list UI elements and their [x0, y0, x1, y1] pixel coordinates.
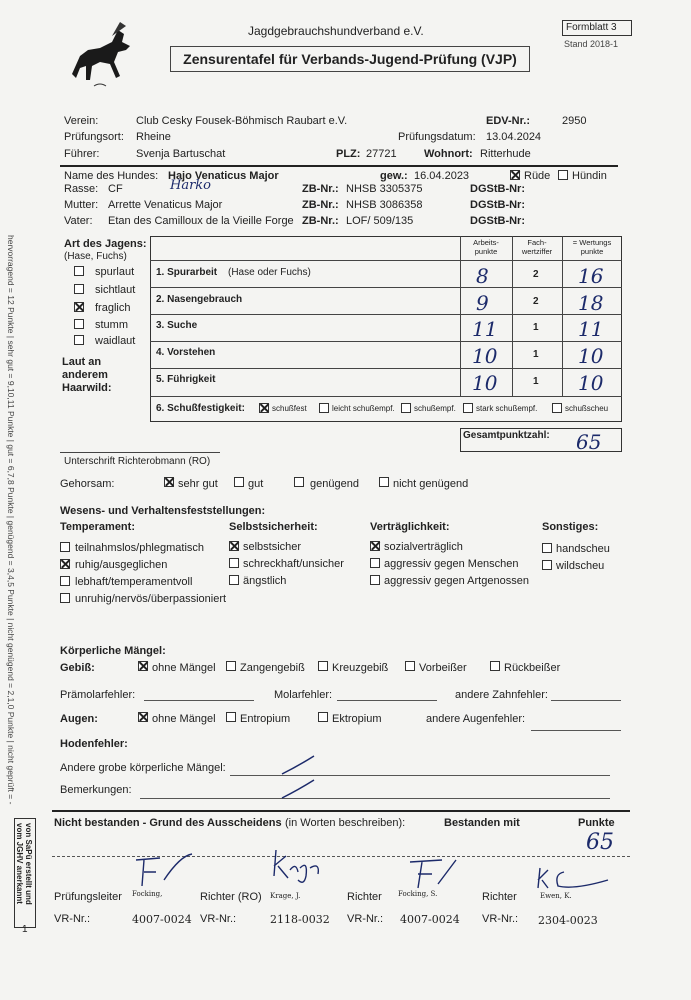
selbstsicher-checkbox[interactable]	[229, 541, 239, 551]
stamp-richter-2: Ewen, K.	[540, 892, 572, 900]
mutter-zb-value: NHSB 3086358	[346, 199, 423, 211]
schreckhaft-label: schreckhaft/unsicher	[243, 558, 344, 570]
sichtlaut-label: sichtlaut	[95, 284, 136, 296]
row-label: 2. Nasengebrauch	[156, 294, 243, 305]
signature-richter-ro	[268, 846, 328, 892]
grading-scale-text: hervorragend = 12 Punkte | sehr gut = 9,10,11 Punkte | gut = 6,7,8 Punkte | genügend = 3,4,5 Punkte | nicht genügend = 2,1,0 Punkte | nicht geprüft = -	[6, 235, 16, 805]
gesamt-value: 65	[576, 430, 602, 454]
schussscheu-checkbox[interactable]	[552, 403, 562, 413]
recognition-stamp-text: von SaPü erstellt und vom JGHV anerkannt	[15, 823, 33, 905]
row-total: 10	[578, 371, 604, 395]
row-points: 8	[476, 264, 489, 288]
rueckbeisser-label: Rückbeißer	[504, 662, 561, 674]
teilnahmslos-label: teilnahmslos/phlegmatisch	[75, 542, 205, 554]
recognition-stamp	[14, 818, 36, 928]
aggr-artgenossen-checkbox[interactable]	[370, 575, 380, 585]
dog-name-label: Name des Hundes:	[64, 170, 159, 182]
andere-grobe-label: Andere grobe körperliche Mängel:	[60, 762, 226, 774]
fraglich-checkbox[interactable]	[74, 302, 84, 312]
vertraeg-title: Verträglichkeit:	[370, 521, 450, 533]
row-points: 10	[472, 344, 498, 368]
mutter-label: Mutter:	[64, 199, 99, 211]
datum-label: Prüfungsdatum:	[398, 131, 476, 143]
schussscheu-label: schußscheu	[565, 404, 609, 413]
datum-value: 13.04.2024	[486, 131, 542, 143]
verein-value: Club Cesky Fousek-Böhmisch Raubart e.V.	[136, 115, 348, 127]
mutter-zb-label: ZB-Nr.:	[302, 199, 339, 211]
vr-label-ro: VR-Nr.:	[200, 913, 237, 925]
praemolar-label: Prämolarfehler:	[60, 689, 136, 701]
dog-name: Hajo Venaticus Major	[168, 170, 279, 182]
laut-label: Laut an anderem Haarwild:	[62, 356, 112, 394]
row-points: 11	[472, 317, 498, 341]
zb-label: ZB-Nr.:	[302, 183, 339, 195]
row-label: 3. Suche	[156, 320, 198, 331]
kreuzgebiss-checkbox[interactable]	[318, 661, 328, 671]
entropium-label: Entropium	[240, 713, 291, 725]
gut-label: gut	[248, 478, 264, 490]
sehr-gut-checkbox[interactable]	[164, 477, 174, 487]
row-factor: 1	[533, 322, 539, 333]
row-points: 9	[476, 291, 489, 315]
rasse-value: CF	[108, 183, 123, 195]
gew-label: gew.:	[380, 170, 408, 182]
zb-value: NHSB 3305375	[346, 183, 423, 195]
col-arbeit: Arbeits- punkte	[473, 238, 499, 256]
schuss-label: 6. Schußfestigkeit:	[156, 403, 245, 414]
spurlaut-checkbox[interactable]	[74, 266, 84, 276]
molar-label: Molarfehler:	[274, 689, 333, 701]
nicht-genuegend-checkbox[interactable]	[379, 477, 389, 487]
vater-label: Vater:	[64, 215, 93, 227]
strike-mark-2	[280, 778, 316, 802]
augen-label: Augen:	[60, 713, 98, 725]
form-version: Stand 2018-1	[564, 39, 619, 49]
aengstlich-label: ängstlich	[243, 575, 287, 587]
teilnahmslos-checkbox[interactable]	[60, 542, 70, 552]
row-sub: (Hase oder Fuchs)	[228, 267, 311, 278]
row-factor: 1	[533, 349, 539, 360]
row-factor: 1	[533, 376, 539, 387]
vorbeisser-label: Vorbeißer	[419, 662, 467, 674]
wohnort-value: Ritterhude	[480, 148, 531, 160]
koerper-title: Körperliche Mängel:	[60, 645, 166, 657]
sozial-label: sozialverträglich	[384, 541, 463, 553]
sonstiges-title: Sonstiges:	[542, 521, 599, 533]
andere-augen-label: andere Augenfehler:	[426, 713, 526, 725]
nicht-bestanden-sub: (in Worten beschreiben):	[285, 817, 406, 829]
fuehrer-label: Führer:	[64, 148, 100, 160]
selbst-title: Selbstsicherheit:	[229, 521, 318, 533]
col-wertung: = Wertungs punkte	[572, 238, 612, 256]
schussempf-label: schußempf.	[414, 404, 456, 413]
wohnort-label: Wohnort:	[424, 148, 473, 160]
vorbeisser-checkbox[interactable]	[405, 661, 415, 671]
bemerkungen-label: Bemerkungen:	[60, 784, 132, 796]
nicht-genuegend-label: nicht genügend	[393, 478, 469, 490]
plz-value: 27721	[366, 148, 397, 160]
lebhaft-label: lebhaft/temperamentvoll	[75, 576, 193, 588]
schussempf-checkbox[interactable]	[401, 403, 411, 413]
mutter-dgstb-label: DGStB-Nr:	[470, 199, 525, 211]
row-factor: 2	[533, 296, 539, 307]
handscheu-checkbox[interactable]	[542, 543, 552, 553]
row-total: 10	[578, 344, 604, 368]
stamp-pruefungsleiter: Focking,	[132, 890, 163, 898]
ort-label: Prüfungsort:	[64, 131, 124, 143]
hoden-label: Hodenfehler:	[60, 738, 128, 750]
stumm-checkbox[interactable]	[74, 319, 84, 329]
punkte-value: 65	[586, 830, 614, 855]
mutter-value: Arrette Venaticus Major	[108, 199, 223, 211]
association: Jagdgebrauchshundverband e.V.	[248, 24, 424, 38]
vr-value-pl: 4007-0024	[132, 913, 192, 926]
rasse-label: Rasse:	[64, 183, 99, 195]
stamp-richter-1: Focking, S.	[398, 890, 438, 898]
wesen-title: Wesens- und Verhaltensfeststellungen:	[60, 505, 266, 517]
waidlaut-label: waidlaut	[95, 335, 136, 347]
verein-label: Verein:	[64, 115, 99, 127]
punkte-label: Punkte	[578, 817, 615, 829]
ort-value: Rheine	[136, 131, 171, 143]
page-number: 1	[22, 924, 28, 935]
signature-richter-2	[534, 864, 614, 894]
wildscheu-checkbox[interactable]	[542, 560, 552, 570]
role-richter-ro: Richter (RO)	[200, 891, 262, 903]
handscheu-label: handscheu	[556, 543, 610, 555]
row-points: 10	[472, 371, 498, 395]
dgstb-label: DGStB-Nr:	[470, 183, 525, 195]
genuegend-checkbox[interactable]	[294, 477, 304, 487]
vr-label-r2: VR-Nr.:	[482, 913, 519, 925]
vr-value-r2: 2304-0023	[538, 914, 598, 927]
vr-label-r1: VR-Nr.:	[347, 913, 384, 925]
zangengebiss-checkbox[interactable]	[226, 661, 236, 671]
entropium-checkbox[interactable]	[226, 712, 236, 722]
vater-zb-value: LOF/ 509/135	[346, 215, 414, 227]
row-total: 11	[578, 317, 604, 341]
page-title: Zensurentafel für Verbands-Jugend-Prüfung (VJP)	[170, 46, 530, 72]
vater-value: Etan des Camilloux de la Vieille Forge	[108, 215, 294, 227]
fuehrer-value: Svenja Bartuschat	[136, 148, 226, 160]
aggr-menschen-label: aggressiv gegen Menschen	[384, 558, 519, 570]
rasse-handwritten: Harko	[170, 178, 212, 193]
row-label: 4. Vorstehen	[156, 347, 216, 358]
vr-value-r1: 4007-0024	[400, 913, 460, 926]
leicht-schussempf-label: leicht schußempf.	[332, 404, 395, 413]
form-label: Formblatt 3	[562, 20, 632, 36]
andere-zahn-label: andere Zahnfehler:	[455, 689, 548, 701]
stumm-label: stumm	[95, 319, 128, 331]
strike-mark-1	[280, 754, 316, 778]
ro-signature-label: Unterschrift Richterobmann (RO)	[64, 456, 211, 467]
ruhig-checkbox[interactable]	[60, 559, 70, 569]
gut-checkbox[interactable]	[234, 477, 244, 487]
gebiss-ohne-checkbox[interactable]	[138, 661, 148, 671]
row-label: 5. Führigkeit	[156, 374, 216, 385]
temperament-title: Temperament:	[60, 521, 135, 533]
schussfest-checkbox[interactable]	[259, 403, 269, 413]
plz-label: PLZ:	[336, 148, 361, 160]
score-table	[150, 236, 622, 422]
bestanden-label: Bestanden mit	[444, 817, 520, 829]
gesamt-label: Gesamtpunktzahl:	[463, 430, 550, 441]
role-richter-1: Richter	[347, 891, 382, 903]
gebiss-label: Gebiß:	[60, 662, 95, 674]
edv-label: EDV-Nr.:	[486, 115, 531, 127]
selbstsicher-label: selbstsicher	[243, 541, 302, 553]
edv-value: 2950	[562, 115, 587, 127]
unruhig-checkbox[interactable]	[60, 593, 70, 603]
aggr-menschen-checkbox[interactable]	[370, 558, 380, 568]
kreuzgebiss-label: Kreuzgebiß	[332, 662, 389, 674]
aggr-artgenossen-label: aggressiv gegen Artgenossen	[384, 575, 529, 587]
stark-schussempf-checkbox[interactable]	[463, 403, 473, 413]
ektropium-label: Ektropium	[332, 713, 382, 725]
stark-schussempf-label: stark schußempf.	[476, 404, 538, 413]
dog-logo	[60, 16, 140, 96]
lebhaft-checkbox[interactable]	[60, 576, 70, 586]
signature-pruefungsleiter	[130, 850, 200, 892]
sehr-gut-label: sehr gut	[178, 478, 218, 490]
zangengebiss-label: Zangengebiß	[240, 662, 305, 674]
augen-ohne-checkbox[interactable]	[138, 712, 148, 722]
vater-zb-label: ZB-Nr.:	[302, 215, 339, 227]
ruhig-label: ruhig/ausgeglichen	[75, 559, 168, 571]
unruhig-label: unruhig/nervös/überpassioniert	[75, 593, 227, 605]
row-total: 18	[578, 291, 604, 315]
leicht-schussempf-checkbox[interactable]	[319, 403, 329, 413]
wildscheu-label: wildscheu	[556, 560, 605, 572]
spurlaut-label: spurlaut	[95, 266, 135, 278]
schussfest-label: schußfest	[272, 404, 307, 413]
gehorsam-label: Gehorsam:	[60, 478, 115, 490]
schreckhaft-checkbox[interactable]	[229, 558, 239, 568]
jagen-subtitle: (Hase, Fuchs)	[64, 251, 127, 262]
signature-richter-1	[402, 854, 462, 894]
ektropium-checkbox[interactable]	[318, 712, 328, 722]
huendin-checkbox[interactable]	[558, 170, 568, 180]
gebiss-ohne-label: ohne Mängel	[152, 662, 216, 674]
sichtlaut-checkbox[interactable]	[74, 284, 84, 294]
grading-scale-sidebar	[4, 235, 18, 805]
waidlaut-checkbox[interactable]	[74, 335, 84, 345]
role-richter-2: Richter	[482, 891, 517, 903]
ruede-checkbox[interactable]	[510, 170, 520, 180]
fraglich-label: fraglich	[95, 302, 131, 314]
col-fach: Fach- wertziffer	[521, 238, 553, 256]
huendin-label: Hündin	[572, 170, 607, 182]
row-label: 1. Spurarbeit	[156, 267, 218, 278]
vater-dgstb-label: DGStB-Nr:	[470, 215, 525, 227]
vr-label-pl: VR-Nr.:	[54, 913, 91, 925]
genuegend-label: genügend	[310, 478, 359, 490]
row-factor: 2	[533, 269, 539, 280]
augen-ohne-label: ohne Mängel	[152, 713, 216, 725]
role-pruefungsleiter: Prüfungsleiter	[54, 891, 122, 903]
sozial-checkbox[interactable]	[370, 541, 380, 551]
stamp-richter-ro: Krage, J.	[270, 892, 301, 900]
rueckbeisser-checkbox[interactable]	[490, 661, 500, 671]
aengstlich-checkbox[interactable]	[229, 575, 239, 585]
jagen-title: Art des Jagens:	[64, 238, 147, 250]
row-total: 16	[578, 264, 604, 288]
vr-value-ro: 2118-0032	[270, 913, 330, 926]
gew-value: 16.04.2023	[414, 170, 470, 182]
ruede-label: Rüde	[524, 170, 551, 182]
nicht-bestanden-label: Nicht bestanden - Grund des Ausscheidens	[54, 817, 282, 829]
